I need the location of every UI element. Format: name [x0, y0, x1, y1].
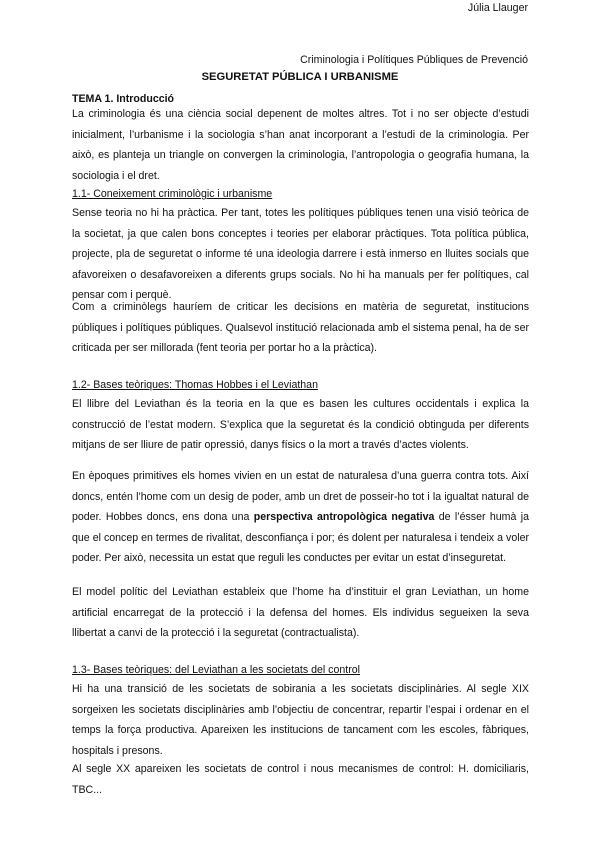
author-name: Júlia Llauger	[467, 2, 528, 14]
section-heading-1-1: 1.1- Coneixement criminològic i urbanisme	[72, 188, 273, 200]
section-1-3-paragraph-2: Al segle XX apareixen les societats de control i nous mecanismes de control: H. domiciliaris, TBC...	[72, 763, 529, 796]
section-1-2-paragraph-3: El model polític del Leviathan estableix que l’home ha d’instituir el gran Leviathan, un home artificial encarregat de la protecció i la defensa del homes. Els individus segueixen la seva llibertat a canvi de la protecció i la seguretat (contractualista).	[72, 586, 529, 639]
emphasized-phrase: perspectiva antropològica negativa	[253, 511, 435, 523]
section-1-2-paragraph-1: El llibre del Leviathan és la teoria en la que es basen les cultures occidentals i explica la construcció de l’estat modern. S’explica que la seguretat és la condició obtinguda per diferents mitjans de ser lliure de patir opressió, danys físics o la mort a través d’actes violents.	[72, 398, 529, 451]
paragraph-text: En èpoques primitives els homes vivien en un estat de naturalesa d’una guerra contra tots. Així doncs, entén l’home com un desig de poder, amb un dret de posseir-ho tot i la igualtat natural de poder. Hobbes doncs, ens dona una	[72, 470, 529, 523]
intro-paragraph: La criminologia és una ciència social depenent de moltes altres. Tot i no ser objecte d’estudi inicialment, l’urbanisme i la sociologia s’han anat incorporant a l’estudi de la criminologia. Per això, es planteja un triangle on convergen la criminologia, l’antropologia o geografia humana, la sociologia i el dret.	[72, 108, 529, 182]
section-1-1-paragraph-2: Com a criminòlegs hauríem de criticar les decisions en matèria de seguretat, institucions públiques i polítiques públiques. Qualsevol institució relacionada amb el sistema penal, ha de ser criticada per ser millorada (fent teoria per portar ho a la pràctica).	[72, 301, 529, 354]
topic-heading: TEMA 1. Introducció	[72, 93, 175, 105]
section-heading-1-3: 1.3- Bases teòriques: del Leviathan a les societats del control	[72, 664, 360, 676]
section-1-1-paragraph-1: Sense teoria no hi ha pràctica. Per tant, totes les polítiques públiques tenen una visió teòrica de la societat, ja que calen bons conceptes i teories per elaborar pràctiques. Tota política pública, projecte, pla de seguretat o informe té una ideologia darrere i està inmerso en lluites socials que afavoreixen o desafavoreixen a diferents grups socials. No hi ha manuals per fer polítiques, cal pensar com i perquè.	[72, 207, 529, 301]
section-1-3-paragraph-1: Hi ha una transició de les societats de sobirania a les societats disciplinàries. Al segle XIX sorgeixen les societats disciplinàries amb l’objectiu de concentrar, repartir l’espai i ordenar en el temps la força productiva. Apareixen les institucions de tancament com les escoles, fàbriques, hospitals i presons.	[72, 683, 529, 757]
section-heading-1-2: 1.2- Bases teòriques: Thomas Hobbes i el Leviathan	[72, 379, 318, 391]
document-title: SEGURETAT PÚBLICA I URBANISME	[201, 71, 399, 83]
section-1-2-paragraph-2	[72, 466, 529, 569]
course-name: Criminologia i Polítiques Públiques de Prevenció	[300, 54, 528, 66]
paragraph-text: de l’ésser humà ja que el concep en termes de rivalitat, desconfiança i por; és dolent per naturalesa i tendeix a voler poder. Per això, necessita un estat que reguli les conductes per evitar un estat d’inseguretat.	[72, 511, 529, 564]
